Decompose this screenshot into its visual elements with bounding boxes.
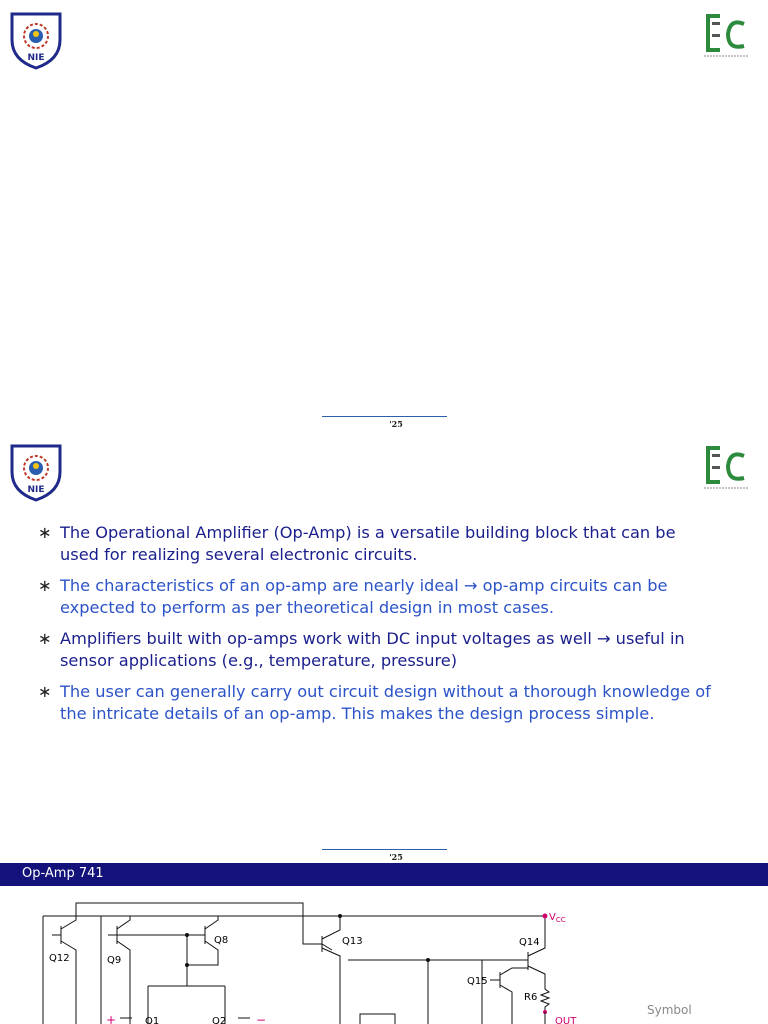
- svg-text:NIE: NIE: [27, 53, 45, 63]
- footer-line: [322, 416, 447, 417]
- label-out: OUT: [555, 1016, 577, 1024]
- nie-logo: [10, 10, 62, 70]
- ec-logo: [700, 12, 752, 60]
- slide-title-bar: [0, 863, 768, 886]
- label-r6: R6: [524, 992, 538, 1003]
- label-q14: Q14: [519, 937, 540, 948]
- bullet-item: [38, 522, 718, 566]
- footer-mark: '25: [389, 852, 403, 862]
- label-q2: Q2: [212, 1016, 227, 1024]
- bullet-text: Amplifiers built with op-amps work with DC input voltages as well → useful in sensor applications (e.g., temperature, pressure): [60, 629, 685, 670]
- label-q8: Q8: [214, 935, 229, 946]
- label-q9: Q9: [107, 955, 122, 966]
- svg-text:NIE: NIE: [27, 485, 45, 495]
- bullet-icon: ∗: [38, 576, 52, 595]
- slide-1: [0, 0, 768, 432]
- label-q15: Q15: [467, 976, 488, 987]
- label-q12: Q12: [49, 953, 70, 964]
- bullet-text: The characteristics of an op-amp are nearly ideal → op-amp circuits can be expected to perform as per theoretical design in most cases.: [60, 576, 668, 617]
- bullet-icon: ∗: [38, 523, 52, 542]
- label-vcc: $V_{CC}$: [549, 912, 566, 924]
- bullet-list: [38, 522, 718, 734]
- bullet-icon: ∗: [38, 682, 52, 701]
- footer-mark: '25: [389, 419, 403, 429]
- bullet-text: The Operational Amplifier (Op-Amp) is a versatile building block that can be used for realizing several electronic circuits.: [60, 523, 676, 564]
- bullet-icon: ∗: [38, 629, 52, 648]
- nie-logo: [10, 442, 62, 502]
- bullet-item: [38, 681, 718, 725]
- bullet-text: The user can generally carry out circuit design without a thorough knowledge of the intricate details of an op-amp. This makes the design process simple.: [60, 682, 711, 723]
- footer-line: [322, 849, 447, 850]
- bullet-item: [38, 575, 718, 619]
- ec-logo: [700, 444, 752, 492]
- label-plus: +: [106, 1013, 117, 1024]
- slide-title: Op-Amp 741: [22, 866, 104, 881]
- bullet-item: [38, 628, 718, 672]
- symbol-label: Symbol: [647, 1003, 692, 1017]
- label-q1: Q1: [145, 1016, 160, 1024]
- label-q13: Q13: [342, 936, 363, 947]
- label-minus: −: [256, 1013, 267, 1024]
